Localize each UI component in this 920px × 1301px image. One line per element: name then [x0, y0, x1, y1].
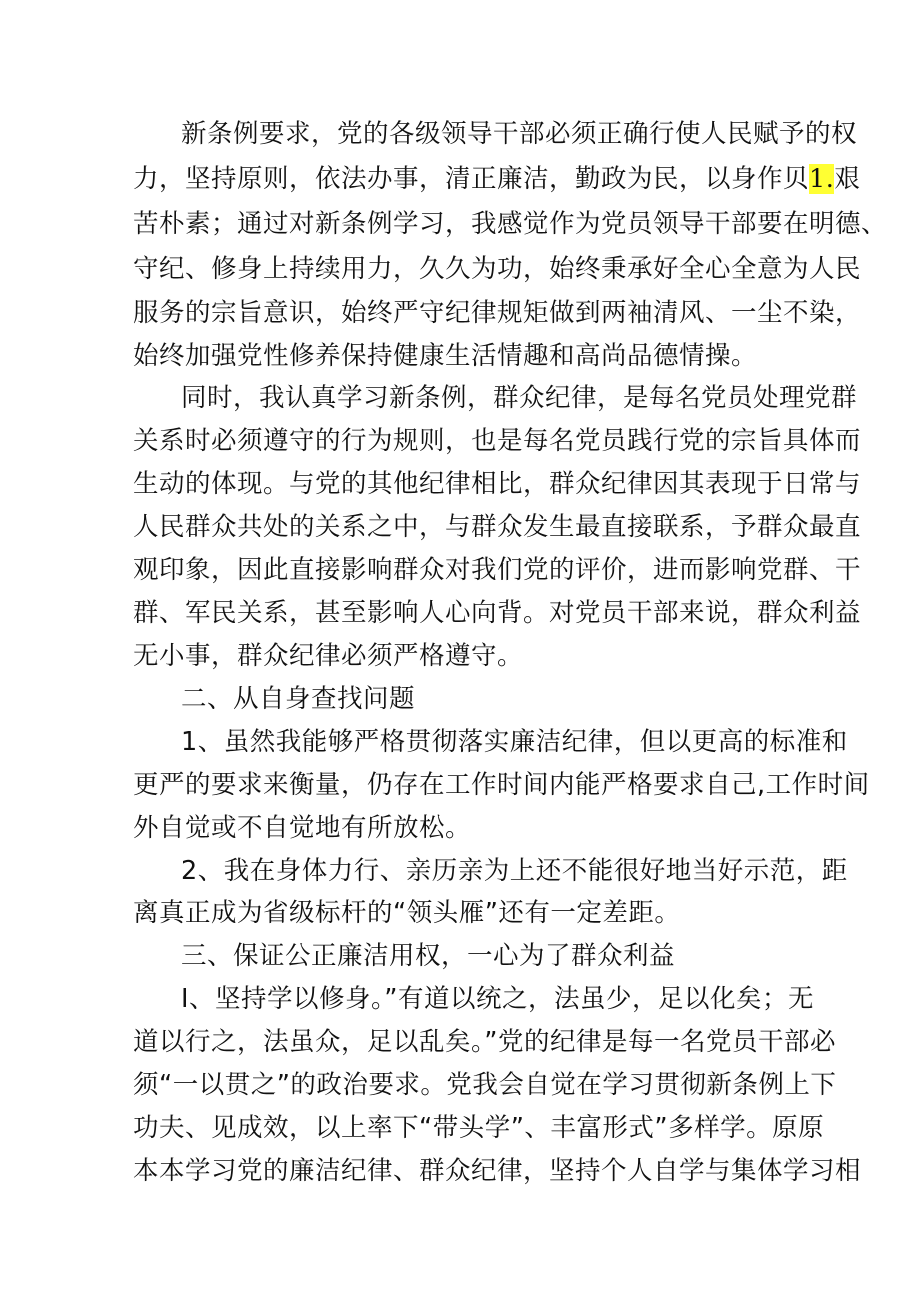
paragraph-2-line-3: 生动的体现。与党的其他纪律相比，群众纪律因其表现于日常与 [133, 469, 862, 499]
paragraph-1-line-2-text: 力，坚持原则，依法办事，清正廉洁，勤政为民，以身作贝 [133, 164, 810, 194]
paragraph-1-line-3: 苦朴素；通过对新条例学习，我感觉作为党员领导干部要在明德、 [133, 209, 888, 239]
paragraph-1-line-5: 服务的宗旨意识，始终严守纪律规矩做到两袖清风、一尘不染， [133, 298, 862, 328]
paragraph-2-line-4: 人民群众共处的关系之中，与群众发生最直接联系，予群众最直 [133, 512, 862, 542]
paragraph-2-line-1: 同时，我认真学习新条例，群众纪律，是每名党员处理党群 [181, 383, 858, 413]
paragraph-1-line-6: 始终加强党性修养保持健康生活情趣和高尚品德情操。 [133, 341, 758, 371]
paragraph-5-line-5: 本本学习党的廉洁纪律、群众纪律，坚持个人自学与集体学习相 [133, 1156, 862, 1186]
paragraph-2-line-5: 观印象，因此直接影响群众对我们党的评价，进而影响党群、干 [133, 555, 862, 585]
paragraph-5-line-1: I、坚持学以修身。”有道以统之，法虽少，足以化矣；无 [181, 984, 814, 1014]
paragraph-1-line-1: 新条例要求，党的各级领导干部必须正确行使人民赋予的权 [181, 119, 858, 149]
paragraph-1-line-2-tail: 艰 [834, 164, 861, 194]
paragraph-5-line-3: 须“一以贯之”的政治要求。党我会自觉在学习贯彻新条例上下 [133, 1070, 837, 1100]
paragraph-3-line-2: 更严的要求来衡量，仍存在工作时间内能严格要求自己,工作时间 [133, 770, 870, 800]
section-heading-2: 二、从自身查找问题 [181, 684, 416, 714]
paragraph-2-line-2: 关系时必须遵守的行为规则，也是每名党员践行党的宗旨具体而 [133, 426, 862, 456]
paragraph-3-line-3: 外自觉或不自觉地有所放松。 [133, 813, 472, 843]
paragraph-5-line-4: 功夫、见成效，以上率下“带头学”、丰富形式”多样学。原原 [133, 1113, 825, 1143]
paragraph-2-line-7: 无小事，群众纪律必须严格遵守。 [133, 641, 524, 671]
paragraph-4-line-2: 离真正成为省级标杆的“领头雁”还有一定差距。 [133, 898, 681, 928]
paragraph-1-line-4: 守纪、修身上持续用力，久久为功，始终秉承好全心全意为人民 [133, 254, 862, 284]
paragraph-3-line-1: 1、虽然我能够严格贯彻落实廉洁纪律，但以更高的标准和 [181, 727, 848, 757]
paragraph-2-line-6: 群、军民关系，甚至影响人心向背。对党员干部来说，群众利益 [133, 598, 862, 628]
paragraph-1-line-2 [133, 157, 860, 201]
section-heading-3: 三、保证公正廉洁用权，一心为了群众利益 [181, 941, 676, 971]
paragraph-5-line-2: 道以行之，法虽众，足以乱矣。”党的纪律是每一名党员干部必 [133, 1027, 836, 1057]
highlighted-marker: 1. [809, 164, 835, 194]
paragraph-4-line-1: 2、我在身体力行、亲历亲为上还不能很好地当好示范，距 [181, 856, 848, 886]
